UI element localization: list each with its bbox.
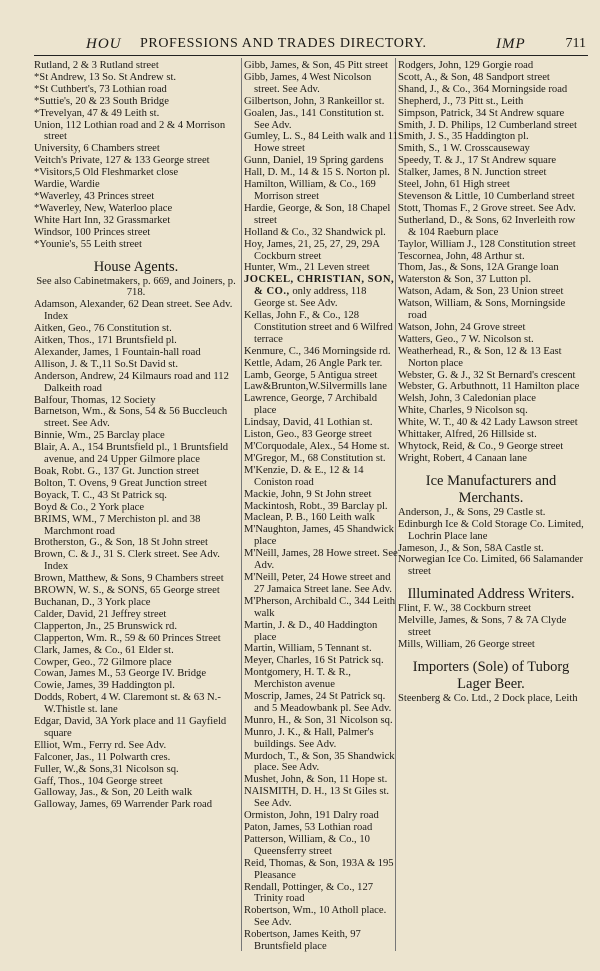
list-item: Balfour, Thomas, 12 Society [34, 394, 156, 406]
list-item: *Visitors,5 Old Fleshmarket close [34, 167, 179, 179]
list-item: Shand, J., & Co., 364 Morningside road [398, 83, 568, 95]
list-item: Elliot, Wm., Ferry rd. See Adv. [34, 739, 167, 751]
list-item: Smith, J. D. Philips, 12 Cumberland street [398, 119, 577, 131]
list-item: Windsor, 100 Princes street [34, 226, 151, 238]
list-item: Gaff, Thos., 104 George street [34, 775, 163, 787]
list-item: Clark, James, & Co., 61 Elder st. [34, 644, 174, 656]
list-item: Kenmure, C., 346 Morningside rd. [244, 345, 391, 357]
house-agent-entries [244, 310, 398, 953]
list-item: Lindsay, David, 41 Lothian st. [244, 417, 373, 429]
list-item: Hunter, Wm., 21 Leven street [244, 262, 370, 274]
list-item: M'Neill, Peter, 24 Howe street and 27 Jamaica Street lane. See Adv. [244, 571, 392, 595]
list-item: *Younie's, 55 Leith street [34, 238, 142, 250]
list-item: Mills, William, 26 George street [398, 638, 535, 650]
list-item: Meyer, Charles, 16 St Patrick sq. [244, 655, 384, 667]
list-item: Montgomery, H. T. & R., Merchiston avenue [244, 667, 351, 691]
list-item: Lamb, George, 5 Antigua street [244, 369, 378, 381]
bold-advertiser-address: only address, 118 George st. See Adv. [254, 286, 367, 310]
list-item: Ormiston, John, 191 Dalry road [244, 810, 379, 822]
column-1 [34, 60, 238, 811]
list-item: M'Kenzie, D. & E., 12 & 14 Coniston road [244, 464, 364, 488]
list-item: Hoy, James, 21, 25, 27, 29, 29A Cockburn street [244, 238, 380, 262]
list-item: *Waverley, New, Waterloo place [34, 202, 173, 214]
list-item: Veitch's Private, 127 & 133 George street [34, 155, 210, 167]
list-item: Blair, A. A., 154 Bruntsfield pl., 1 Bruntsfield avenue, and 24 Upper Gilmore place [34, 442, 229, 466]
list-item: Shepherd, J., 73 Pitt st., Leith [398, 95, 524, 107]
section-title: Illuminated Address Writers. [407, 586, 575, 603]
list-item: Webster, G. & J., 32 St Bernard's crescent [398, 369, 576, 381]
list-item: Reid, Thomas, & Son, 193A & 195 Pleasance [244, 857, 394, 881]
list-item: Rutland, 2 & 3 Rutland street [34, 60, 159, 71]
list-item: M'Gregor, M., 68 Constitution st. [244, 452, 386, 464]
list-item: Goalen, Jas., 141 Constitution st. See Adv. [244, 107, 385, 131]
list-item: Bolton, T. Ovens, 9 Great Junction street [34, 477, 207, 489]
list-item: BRIMS, WM., 7 Merchiston pl. and 38 Marchmont road [34, 513, 201, 537]
list-item: Falconer, Jas., 11 Polwarth cres. [34, 751, 171, 763]
list-item: Hardie, George, & Son, 18 Chapel street [244, 202, 391, 226]
list-item: Rodgers, John, 129 Gorgie road [398, 60, 534, 71]
list-item: Buchanan, D., 3 York place [34, 596, 151, 608]
page-header [34, 36, 586, 54]
list-item: Martin, J. & D., 40 Haddington place [244, 619, 378, 643]
list-item: Mushet, John, & Son, 11 Hope st. [244, 774, 388, 786]
list-item: BROWN, W. S., & SONS, 65 George street [34, 585, 220, 597]
bold-advertiser-name: JOCKEL, CHRISTIAN, SON, & CO., [244, 274, 395, 298]
list-item: Allison, J. & T.,11 So.St David st. [34, 358, 179, 370]
list-item: Watson, Adam, & Son, 23 Union street [398, 286, 564, 298]
section-title: Importers (Sole) of Tuborg Lager Beer. [412, 658, 570, 692]
list-item: Edgar, David, 3A York place and 11 Gayfield square [34, 716, 227, 739]
list-item: Cowan, James M., 53 George IV. Bridge [34, 668, 207, 680]
ice-merchant-entries [398, 507, 584, 578]
list-item: Smith, J. S., 35 Haddington pl. [398, 131, 529, 143]
list-item: Martin, William, 5 Tennant st. [244, 643, 372, 655]
list-item: Jameson, J., & Son, 58A Castle st. [398, 542, 544, 554]
list-item: M'Naughton, James, 45 Shandwick place [244, 524, 394, 548]
list-item: Brotherston, G., & Son, 18 St John street [34, 537, 208, 549]
list-item: M'Neill, James, 28 Howe street. See Adv. [244, 548, 398, 572]
list-item: Galloway, Jas., & Son, 20 Leith walk [34, 787, 193, 799]
list-item: Sutherland, D., & Sons, 62 Inverleith row & 104 Raeburn place [398, 214, 576, 238]
catchword-left: HOU [86, 36, 122, 52]
list-item [244, 274, 398, 310]
list-item: Stott, Thomas F., 2 Grove street. See Adv. [398, 202, 576, 214]
catchword-right: IMP [496, 36, 526, 52]
header-rule [34, 55, 588, 56]
list-item: *Trevelyan, 47 & 49 Leith st. [34, 107, 160, 119]
list-item: Simpson, Patrick, 34 St Andrew square [398, 107, 565, 119]
list-item: Anderson, J., & Sons, 29 Castle st. [398, 506, 546, 518]
list-item: White Hart Inn, 32 Grassmarket [34, 214, 171, 226]
list-item: *Waverley, 43 Princes street [34, 190, 155, 202]
list-item: Adamson, Alexander, 62 Dean street. See Adv. Index [34, 299, 233, 323]
list-item: Wright, Robert, 4 Canaan lane [398, 452, 528, 464]
list-item: University, 6 Chambers street [34, 143, 160, 155]
list-item: Robertson, James Keith, 97 Bruntsfield place [244, 929, 361, 953]
list-item: Rendall, Pottinger, & Co., 127 Trinity road [244, 881, 374, 905]
list-item: Watson, William, & Sons, Morningside road [398, 298, 566, 322]
list-item: Norwegian Ice Co. Limited, 66 Salamander street [398, 554, 584, 578]
list-item: Hamilton, William, & Co., 169 Morrison street [244, 179, 376, 202]
list-item: Stevenson & Little, 10 Cumberland street [398, 190, 575, 202]
list-item: Gibb, James, & Son, 45 Pitt street [244, 60, 388, 71]
list-item: Holland & Co., 32 Shandwick pl. [244, 226, 386, 238]
list-item: *St Andrew, 13 So. St Andrew st. [34, 71, 177, 83]
list-item: Brown, Matthew, & Sons, 9 Chambers street [34, 573, 224, 585]
list-item: *St Cuthbert's, 73 Lothian road [34, 83, 167, 95]
list-item: White, W. T., 40 & 42 Lady Lawson street [398, 417, 578, 429]
section-title: House Agents. [93, 258, 179, 275]
list-item: Anderson, Andrew, 24 Kilmaurs road and 112 Dalkeith road [34, 370, 229, 394]
list-item: Munro, J. K., & Hall, Palmer's buildings. See Adv. [244, 726, 374, 750]
list-item: Boak, Robt. G., 137 Gt. Junction street [34, 466, 200, 477]
list-item: Galloway, James, 69 Warrender Park road [34, 799, 213, 811]
column-3 [398, 60, 584, 705]
list-item: Clapperton, Wm. R., 59 & 60 Princes Street [34, 632, 221, 644]
list-item: Steenberg & Co. Ltd., 2 Dock place, Leith [398, 692, 578, 704]
house-agent-entries [244, 60, 398, 274]
list-item: Lawrence, George, 7 Archibald place [244, 393, 378, 417]
list-item: Aitken, Thos., 171 Bruntsfield pl. [34, 335, 177, 347]
list-item: Liston, Geo., 83 George street [244, 429, 372, 441]
list-item: Weatherhead, R., & Son, 12 & 13 East Norton place [398, 345, 562, 369]
list-item: Brown, C. & J., 31 S. Clerk street. See Adv. Index [34, 549, 220, 573]
list-item: Wardie, Wardie [34, 179, 100, 191]
list-item: M'Corquodale, Alex., 54 Home st. [244, 441, 390, 452]
list-item: Waterston & Son, 37 Lutton pl. [398, 274, 532, 286]
list-item: Murdoch, T., & Son, 35 Shandwick place. See Adv. [244, 750, 395, 774]
list-item: Munro, H., & Son, 31 Nicolson sq. [244, 714, 393, 726]
list-item: Law&Brunton,W.Silvermills lane [244, 381, 387, 393]
column-2 [244, 60, 398, 953]
list-item: Gibb, James, 4 West Nicolson street. See Adv. [244, 71, 372, 95]
list-item: Webster, G. Arbuthnott, 11 Hamilton place [398, 381, 580, 393]
list-item: Stalker, James, 8 N. Junction street [398, 167, 547, 179]
list-item: Watters, Geo., 7 W. Nicolson st. [398, 333, 534, 345]
list-item: Steel, John, 61 High street [398, 179, 510, 191]
list-item: Whytock, Reid, & Co., 9 George street [398, 441, 564, 452]
list-item: Tescornea, John, 48 Arthur st. [398, 250, 525, 262]
list-item: Maclean, P. B., 160 Leith walk [244, 512, 375, 524]
list-item: Kettle, Adam, 26 Angle Park ter. [244, 357, 383, 369]
list-item: Scott, A., & Son, 48 Sandport street [398, 71, 550, 83]
list-item: Fuller, W.,& Sons,31 Nicolson sq. [34, 763, 179, 775]
see-also-note: See also Cabinetmakers, p. 669, and Joiners, p. 718. [36, 275, 236, 299]
house-agent-entries [34, 299, 238, 811]
column-divider [241, 58, 242, 951]
list-item: Watson, John, 24 Grove street [398, 321, 526, 333]
page-number: 711 [565, 36, 586, 51]
list-item: Whittaker, Alfred, 26 Hillside st. [398, 429, 537, 441]
list-item: White, Charles, 9 Nicolson sq. [398, 405, 528, 417]
list-item: Cowie, James, 39 Haddington pl. [34, 680, 175, 692]
list-item: Alexander, James, 1 Fountain-hall road [34, 346, 201, 358]
importer-entries [398, 693, 584, 705]
list-item: Flint, F. W., 38 Cockburn street [398, 603, 532, 615]
list-item: Calder, David, 21 Jeffrey street [34, 608, 167, 620]
list-item: Gumley, L. S., 84 Leith walk and 11 Howe street [244, 131, 398, 155]
list-item: Aitken, Geo., 76 Constitution st. [34, 323, 172, 335]
list-item: Clapperton, Jn., 25 Brunswick rd. [34, 620, 178, 632]
list-item: Moscrip, James, 24 St Patrick sq. and 5 Meadowbank pl. See Adv. [244, 691, 392, 714]
list-item: Edinburgh Ice & Cold Storage Co. Limited, Lochrin Place lane [398, 518, 584, 542]
address-writer-entries [398, 603, 584, 651]
hotel-entries [34, 60, 238, 251]
page-title: PROFESSIONS AND TRADES DIRECTORY. [140, 36, 427, 51]
list-item: Robertson, Wm., 10 Atholl place. See Adv. [244, 905, 387, 929]
list-item: NAISMITH, D. H., 13 St Giles st. See Adv. [244, 786, 390, 810]
list-item: *Suttie's, 20 & 23 South Bridge [34, 95, 169, 107]
list-item: Taylor, William J., 128 Constitution street [398, 238, 576, 250]
list-item: Barnetson, Wm., & Sons, 54 & 56 Buccleuch street. See Adv. [34, 406, 228, 430]
house-agent-entries [398, 60, 584, 465]
list-item: Cowper, Geo., 72 Gilmore place [34, 656, 172, 668]
list-item: Mackintosh, Robt., 39 Barclay pl. [244, 500, 388, 512]
list-item: Binnie, Wm., 25 Barclay place [34, 430, 165, 442]
list-item: Boyack, T. C., 43 St Patrick sq. [34, 489, 167, 501]
list-item: Gilbertson, John, 3 Rankeillor st. [244, 95, 385, 107]
list-item: M'Pherson, Archibald C., 344 Leith walk [244, 595, 396, 619]
list-item: Patterson, William, & Co., 10 Queensferry street [244, 833, 370, 857]
list-item: Kellas, John F., & Co., 128 Constitution street and 6 Wilfred terrace [244, 310, 393, 345]
list-item: Gunn, Daniel, 19 Spring gardens [244, 155, 384, 167]
list-item: Welsh, John, 3 Caledonian place [398, 393, 537, 405]
list-item: Thom, Jas., & Sons, 12A Grange loan [398, 262, 559, 274]
section-title: Ice Manufacturers and Merchants. [425, 472, 557, 506]
list-item: Melville, James, & Sons, 7 & 7A Clyde street [398, 615, 567, 639]
list-item: Dodds, Robert, 4 W. Claremont st. & 63 N.-W.Thistle st. lane [34, 692, 221, 716]
list-item: Boyd & Co., 2 York place [34, 501, 145, 513]
list-item: Paton, James, 53 Lothian road [244, 822, 373, 833]
list-item: Smith, S., 1 W. Crosscauseway [398, 143, 530, 155]
list-item: Hall, D. M., 14 & 15 S. Norton pl. [244, 167, 390, 179]
list-item: Mackie, John, 9 St John street [244, 488, 372, 500]
list-item: Union, 112 Lothian road and 2 & 4 Morrison street [34, 119, 226, 143]
list-item: Speedy, T. & J., 17 St Andrew square [398, 155, 557, 167]
